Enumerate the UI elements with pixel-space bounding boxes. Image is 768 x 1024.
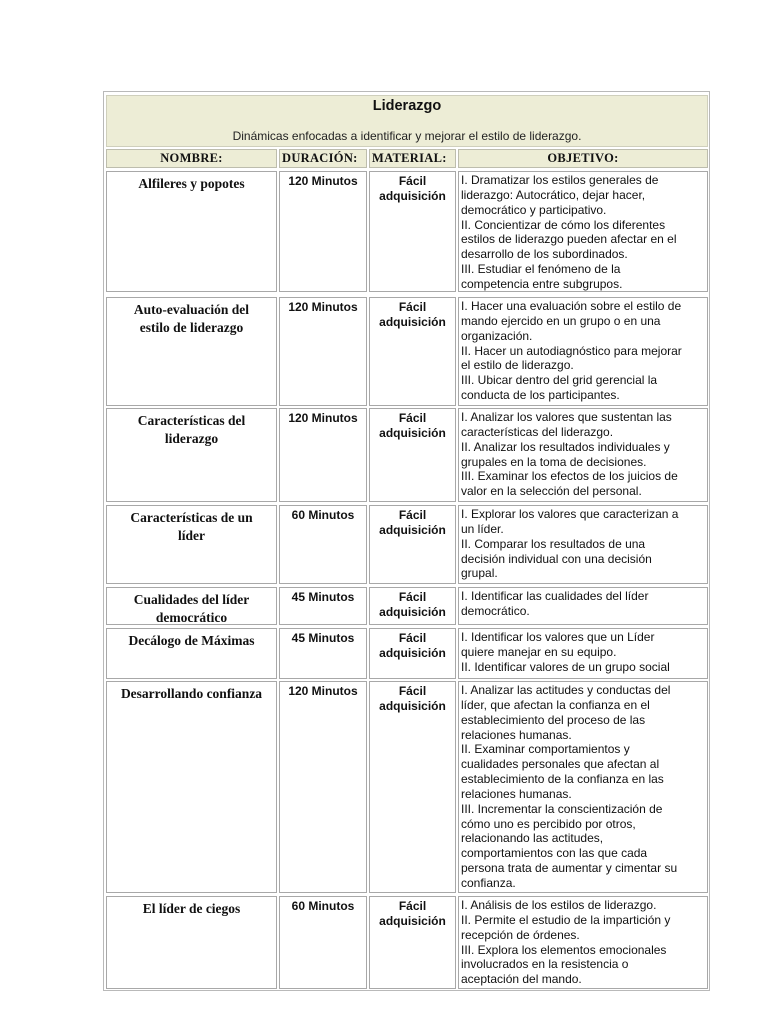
column-header-objetivo: OBJETIVO: xyxy=(458,149,708,168)
row-8-name-cell xyxy=(106,896,277,989)
row-3-objective-cell xyxy=(458,408,708,502)
row-7-material-cell xyxy=(369,681,456,893)
objective-text-line: III. Incrementar la conscientización de xyxy=(461,801,663,816)
objective-text-line: liderazgo: Autocrático, dejar hacer, xyxy=(461,187,646,202)
name-text-line: El líder de ciegos xyxy=(142,901,241,916)
row-4-name-cell xyxy=(106,505,277,584)
objective-text-line: grupal. xyxy=(461,566,498,581)
row-7-objective-cell xyxy=(458,681,708,893)
material-text-line: adquisición xyxy=(379,605,446,619)
row-2-name-cell xyxy=(106,297,277,406)
objective-text-line: II. Analizar los resultados individuales y xyxy=(461,439,670,454)
objective-text-line: decisión individual con una decisión xyxy=(461,551,652,566)
row-7-name-cell xyxy=(106,681,277,893)
objective-text-line: líder, que afectan la confianza en el xyxy=(461,697,650,712)
material-text-line: adquisición xyxy=(379,646,446,660)
page-title: Liderazgo xyxy=(372,98,442,114)
row-3-name-cell xyxy=(106,408,277,502)
objective-text-line: desarrollo de los subordinados. xyxy=(461,247,628,262)
name-text-line: Alfileres y popotes xyxy=(138,176,245,191)
objective-text-line: III. Examinar los efectos de los juicios de xyxy=(461,469,678,484)
row-1-material-cell xyxy=(369,171,456,292)
objective-text-line: relacionando las actitudes, xyxy=(461,831,604,846)
material-text-line: adquisición xyxy=(379,914,446,928)
row-6-material-cell xyxy=(369,628,456,679)
name-text-line: Cualidades del líder xyxy=(133,592,250,607)
objective-text-line: quiere manejar en su equipo. xyxy=(461,644,617,659)
objective-text-line: II. Hacer un autodiagnóstico para mejorar xyxy=(461,343,682,358)
objective-text-line: III. Ubicar dentro del grid gerencial la xyxy=(461,373,658,388)
material-text-line: Fácil xyxy=(398,590,427,604)
objective-text-line: competencia entre subgrupos. xyxy=(461,276,623,291)
material-text-line: adquisición xyxy=(379,189,446,203)
objective-text-line: recepción de órdenes. xyxy=(461,927,580,942)
row-5-name-cell xyxy=(106,587,277,625)
material-text-line: adquisición xyxy=(379,523,446,537)
duration-text-line: 120 Minutos xyxy=(288,684,358,698)
objective-text-line: democrático y participativo. xyxy=(461,202,607,217)
objective-text-line: características del liderazgo. xyxy=(461,424,614,439)
material-text-line: Fácil xyxy=(398,300,427,314)
objective-text-line: un líder. xyxy=(461,521,504,536)
duration-text-line: 45 Minutos xyxy=(291,590,355,604)
objective-text-line: II. Permite el estudio de la impartición y xyxy=(461,912,671,927)
name-text-line: Características del xyxy=(137,413,246,428)
objective-text-line: III. Estudiar el fenómeno de la xyxy=(461,262,621,277)
objective-text-line: relaciones humanas. xyxy=(461,727,572,742)
table-header-banner xyxy=(106,95,708,147)
material-text-line: Fácil xyxy=(398,508,427,522)
row-3-duration-cell xyxy=(279,408,367,502)
name-text-line: Auto-evaluación del xyxy=(133,302,250,317)
objective-text-line: I. Analizar los valores que sustentan las xyxy=(461,410,672,424)
row-8-objective-cell xyxy=(458,896,708,989)
row-2-objective-cell xyxy=(458,297,708,406)
duration-text-line: 120 Minutos xyxy=(288,174,358,188)
material-text-line: adquisición xyxy=(379,315,446,329)
objective-text-line: el estilo de liderazgo. xyxy=(461,358,574,373)
objective-text-line: II. Concientizar de cómo los diferentes xyxy=(461,217,666,232)
row-6-name-cell xyxy=(106,628,277,679)
objective-text-line: confianza. xyxy=(461,875,516,890)
duration-text-line: 60 Minutos xyxy=(291,508,355,522)
row-1-name-cell xyxy=(106,171,277,292)
objective-text-line: organización. xyxy=(461,328,533,343)
name-text-line: líder xyxy=(178,528,205,543)
row-1-duration-cell xyxy=(279,171,367,292)
row-7-duration-cell xyxy=(279,681,367,893)
objective-text-line: establecimiento del proceso de las xyxy=(461,712,646,727)
objective-text-line: mando ejercido en un grupo o en una xyxy=(461,313,661,328)
material-text-line: Fácil xyxy=(398,411,427,425)
objective-text-line: I. Identificar las cualidades del líder xyxy=(461,589,649,603)
row-2-duration-cell xyxy=(279,297,367,406)
row-8-duration-cell xyxy=(279,896,367,989)
row-3-material-cell xyxy=(369,408,456,502)
name-text-line: Desarrollando confianza xyxy=(120,686,263,701)
objective-text-line: I. Hacer una evaluación sobre el estilo de xyxy=(461,299,682,313)
objective-text-line: cualidades personales que afectan al xyxy=(461,757,660,772)
row-2-material-cell xyxy=(369,297,456,406)
objective-text-line: grupales en la toma de decisiones. xyxy=(461,454,647,469)
row-1-objective-cell xyxy=(458,171,708,292)
column-header-nombre: NOMBRE: xyxy=(106,149,277,168)
objective-text-line: I. Dramatizar los estilos generales de xyxy=(461,173,659,187)
row-8-material-cell xyxy=(369,896,456,989)
objective-text-line: I. Analizar las actitudes y conductas del xyxy=(461,683,671,697)
objective-text-line: persona trata de aumentar y cimentar su xyxy=(461,861,678,876)
row-4-objective-cell xyxy=(458,505,708,584)
row-6-duration-cell xyxy=(279,628,367,679)
name-text-line: Características de un xyxy=(130,510,253,525)
objective-text-line: III. Explora los elementos emocionales xyxy=(461,942,667,957)
duration-text-line: 120 Minutos xyxy=(288,300,358,314)
objective-text-line: I. Explorar los valores que caracterizan a xyxy=(461,507,679,521)
material-text-line: adquisición xyxy=(379,426,446,440)
objective-text-line: conducta de los participantes. xyxy=(461,388,620,403)
objective-text-line: I. Identificar los valores que un Líder xyxy=(461,630,655,644)
duration-text-line: 60 Minutos xyxy=(291,899,355,913)
material-text-line: Fácil xyxy=(398,684,427,698)
page-subtitle: Dinámicas enfocadas a identificar y mejorar el estilo de liderazgo. xyxy=(232,129,582,143)
column-header-duracion: DURACIÓN: xyxy=(279,149,367,168)
material-text-line: Fácil xyxy=(398,174,427,188)
row-5-duration-cell xyxy=(279,587,367,625)
objective-text-line: comportamientos con las que cada xyxy=(461,846,648,861)
objective-text-line: aceptación del mando. xyxy=(461,972,582,987)
row-4-material-cell xyxy=(369,505,456,584)
objective-text-line: II. Examinar comportamientos y xyxy=(461,742,630,757)
objective-text-line: establecimiento de la confianza en las xyxy=(461,772,664,787)
objective-text-line: relaciones humanas. xyxy=(461,786,572,801)
row-6-objective-cell xyxy=(458,628,708,679)
material-text-line: adquisición xyxy=(379,699,446,713)
row-5-material-cell xyxy=(369,587,456,625)
column-header-material: MATERIAL: xyxy=(369,149,456,168)
objective-text-line: II. Identificar valores de un grupo social xyxy=(461,659,670,674)
objective-text-line: I. Análisis de los estilos de liderazgo. xyxy=(461,898,657,912)
objective-text-line: estilos de liderazgo pueden afectar en el xyxy=(461,232,677,247)
objective-text-line: cómo uno es percibido por otros, xyxy=(461,816,636,831)
name-text-line: liderazgo xyxy=(164,431,219,446)
objective-text-line: valor en la selección del personal. xyxy=(461,484,642,499)
row-5-objective-cell xyxy=(458,587,708,625)
name-text-line: democrático xyxy=(155,610,228,625)
name-text-line: estilo de liderazgo xyxy=(139,320,244,335)
objective-text-line: II. Comparar los resultados de una xyxy=(461,536,646,551)
duration-text-line: 45 Minutos xyxy=(291,631,355,645)
material-text-line: Fácil xyxy=(398,631,427,645)
objective-text-line: involucrados en la resistencia o xyxy=(461,957,629,972)
name-text-line: Decálogo de Máximas xyxy=(128,633,255,648)
duration-text-line: 120 Minutos xyxy=(288,411,358,425)
row-4-duration-cell xyxy=(279,505,367,584)
material-text-line: Fácil xyxy=(398,899,427,913)
objective-text-line: democrático. xyxy=(461,603,530,618)
